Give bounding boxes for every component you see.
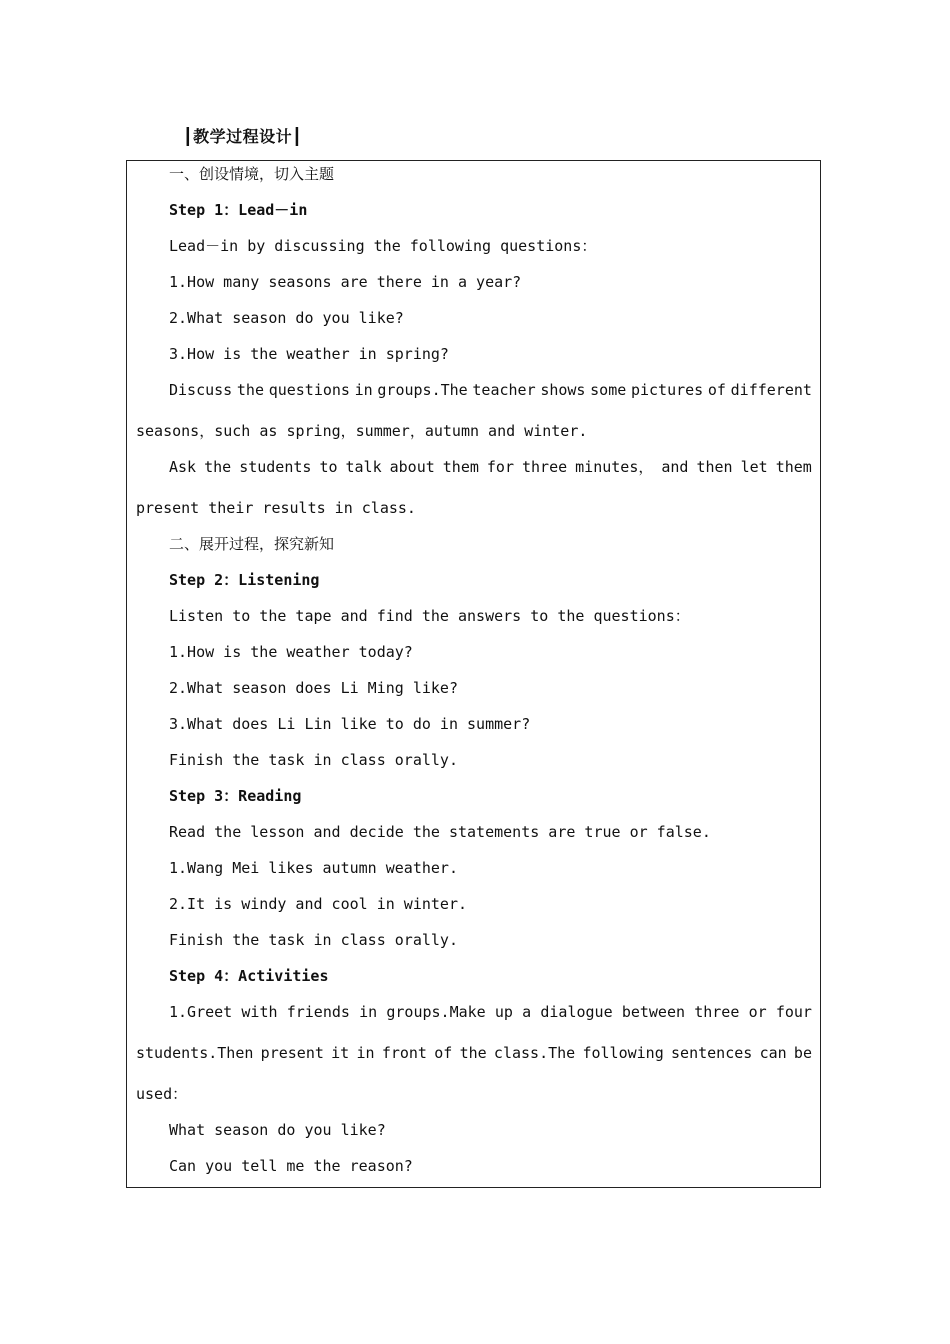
word: 1.Greet [169,1003,233,1021]
word: minutes， [575,458,654,476]
step1-discuss-line-2: seasons，such as spring，summer，autumn and winter. [136,422,588,440]
word: for [486,458,514,476]
word: groups.Make [386,1003,486,1021]
word: let [740,458,768,476]
word: present [260,1044,324,1062]
step1-ask-line-2: present their results in class. [136,499,416,517]
word: questions [268,381,350,399]
word: talk [345,458,382,476]
word: it [331,1044,350,1062]
step1-title: Step 1：Lead－in [169,201,308,219]
step1-intro: Lead－in by discussing the following questions： [169,237,597,255]
step3-finish: Finish the task in class orally. [169,931,458,949]
word: to [319,458,338,476]
word: students.Then [136,1044,254,1062]
word: can [759,1044,787,1062]
word: front [381,1044,427,1062]
word: of [434,1044,453,1062]
word: in [356,1044,375,1062]
word: or [748,1003,767,1021]
word: up [494,1003,513,1021]
step1-question-1: 1.How many seasons are there in a year? [169,273,522,291]
word: friends [286,1003,350,1021]
step2-question-2: 2.What season does Li Ming like? [169,679,458,697]
word: class.The [493,1044,576,1062]
word: them [775,458,812,476]
word: three [522,458,568,476]
word: different [730,381,812,399]
word: Discuss [169,381,233,399]
step4-line-1 [169,1002,812,1022]
word: then [696,458,733,476]
step4-sentence-2: Can you tell me the reason? [169,1157,413,1175]
word: about [389,458,435,476]
step4-line-2 [136,1043,812,1063]
word: sentences [671,1044,753,1062]
word: teacher [472,381,536,399]
word: be [793,1044,812,1062]
word: some [590,381,627,399]
step2-intro: Listen to the tape and find the answers to the questions： [169,607,690,625]
word: the [236,381,264,399]
lesson-process-box [126,160,821,1188]
word: four [775,1003,812,1021]
word: groups.The [377,381,468,399]
step1-ask-line-1 [169,457,812,477]
word: them [442,458,479,476]
step3-statement-2: 2.It is windy and cool in winter. [169,895,468,913]
step2-finish: Finish the task in class orally. [169,751,458,769]
step2-question-3: 3.What does Li Lin like to do in summer? [169,715,531,733]
step4-sentence-1: What season do you like? [169,1121,386,1139]
word: the [204,458,232,476]
step2-title: Step 2：Listening [169,571,320,589]
section-title: ┃教学过程设计┃ [183,127,303,146]
step3-title: Step 3：Reading [169,787,302,805]
step3-intro: Read the lesson and decide the statements are true or false. [169,823,711,841]
word: following [582,1044,664,1062]
word: shows [540,381,586,399]
word: students [239,458,312,476]
part2-heading: 二、展开过程，探究新知 [169,535,335,553]
word: a [522,1003,532,1021]
step4-title: Step 4：Activities [169,967,329,985]
word: three [694,1003,740,1021]
word: in [359,1003,378,1021]
step2-question-1: 1.How is the weather today? [169,643,413,661]
word: the [459,1044,487,1062]
step4-line-3: used： [136,1085,188,1103]
word: pictures [630,381,704,399]
word: and [661,458,689,476]
word: Ask [169,458,197,476]
step1-question-3: 3.How is the weather in spring? [169,345,449,363]
part1-heading: 一、创设情境，切入主题 [169,165,335,183]
word: dialogue [540,1003,613,1021]
word: between [621,1003,686,1021]
word: with [241,1003,278,1021]
word: in [354,381,373,399]
step1-discuss-line-1 [169,380,812,400]
step3-statement-1: 1.Wang Mei likes autumn weather. [169,859,458,877]
word: of [707,381,726,399]
step1-question-2: 2.What season do you like? [169,309,404,327]
